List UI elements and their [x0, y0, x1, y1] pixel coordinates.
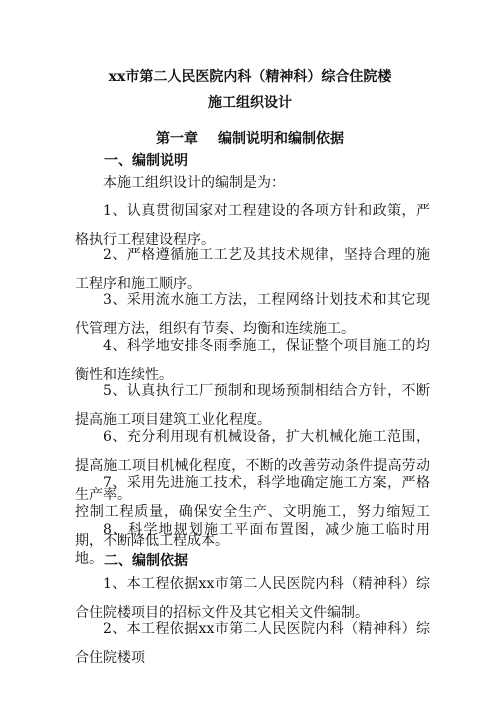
section-heading-1: 一、编制说明: [104, 153, 188, 169]
document-title-line2: 施工组织设计: [208, 95, 292, 111]
chapter-heading: [0, 130, 500, 148]
paragraph: 1、本工程依据xx市第二人民医院内科（精神科）综合住院楼项目的招标文件及其它相关文件编制。: [75, 576, 430, 621]
paragraph: 4、科学地安排冬雨季施工，保证整个项目施工的均衡性和连续性。: [75, 338, 430, 383]
paragraph: 1、认真贯彻国家对工程建设的各项方针和政策，严格执行工程建设程序。: [75, 203, 430, 248]
document-title-line1: xx市第二人民医院内科（精神科）综合住院楼: [108, 69, 392, 85]
paragraph: 2、严格遵循施工工艺及其技术规律，坚持合理的施工程序和施工顺序。: [75, 247, 430, 292]
section-heading-2: 二、编制依据: [104, 553, 188, 569]
paragraph: 2、本工程依据xx市第二人民医院内科（精神科）综合住院楼项: [75, 621, 430, 666]
paragraph: 7、采用先进施工技术，科学地确定施工方案，严格控制工程质量，确保安全生产、文明施工，努力缩短工期，不断降低工程成本。: [75, 475, 430, 549]
chapter-title: 编制说明和编制依据: [218, 131, 344, 147]
paragraph: 8、科学地规划施工平面布置图，减少施工临时用地。: [75, 522, 430, 567]
paragraph: 3、采用流水施工方法，工程网络计划技术和其它现代管理方法，组织有节奏、均衡和连续施工。: [75, 292, 430, 337]
paragraph: 本施工组织设计的编制是为：: [103, 175, 285, 191]
paragraph: 6、充分利用现有机械设备，扩大机械化施工范围，提高施工项目机械化程度，不断的改善劳动条件提高劳动生产率。: [75, 429, 430, 503]
chapter-number: 第一章: [156, 131, 198, 147]
paragraph: 5、认真执行工厂预制和现场预制相结合方针，不断提高施工项目建筑工业化程度。: [75, 383, 430, 428]
